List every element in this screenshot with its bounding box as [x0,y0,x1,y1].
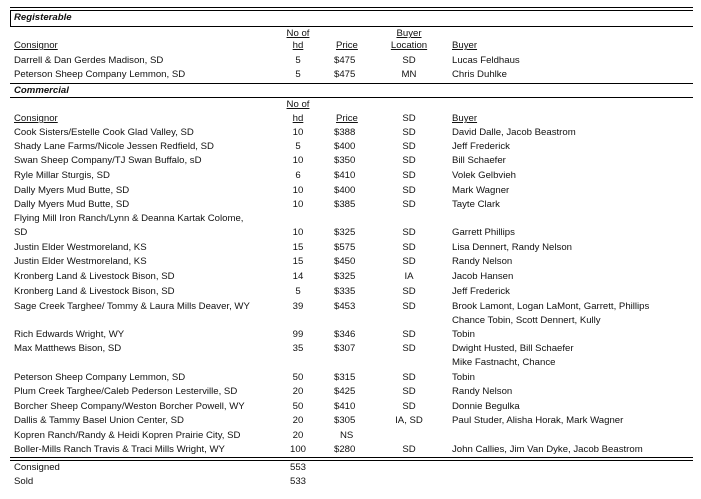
price-cell: $350 [334,155,356,166]
header-hd-line1: No of [286,28,310,39]
totals-consigned-value: 553 [289,462,306,473]
consignor-cell: Dally Myers Mud Butte, SD [14,199,130,210]
consignor-cell: Boller-Mills Ranch Travis & Traci Mills Wright, WY [14,444,225,455]
buyer-cell: Garrett Phillips [452,227,515,238]
buyer-location-cell: SD [402,141,416,152]
consignor-cell: Kronberg Land & Livestock Bison, SD [14,286,175,297]
hd-cell: 5 [295,141,301,152]
buyer-location-cell: SD [402,227,416,238]
buyer-location-cell: MN [401,69,417,80]
hd-cell: 14 [292,271,304,282]
buyer-cell: Lucas Feldhaus [452,55,520,66]
consignor-cell: Rich Edwards Wright, WY [14,329,125,340]
price-cell: $453 [334,301,356,312]
price-cell: $400 [334,185,356,196]
commercial-header-hd-line1: No of [286,99,310,110]
price-cell: $325 [334,271,356,282]
commercial-header-consignor: Consignor [14,113,58,124]
hd-cell: 5 [295,286,301,297]
buyer-cell: Chris Duhlke [452,69,507,80]
totals-sold-label: Sold [14,476,34,487]
buyer-location-cell: SD [402,170,416,181]
hd-cell: 39 [292,301,304,312]
buyer-cell: Tobin [452,329,475,340]
hd-cell: 50 [292,372,304,383]
buyer-cell: Jeff Frederick [452,141,510,152]
buyer-cell: Tobin [452,372,475,383]
consignor-cell: Dally Myers Mud Butte, SD [14,185,130,196]
price-cell: $385 [334,199,356,210]
buyer-cell: Donnie Begulka [452,401,520,412]
buyer-location-cell: SD [402,386,416,397]
hd-cell: 20 [292,430,304,441]
section-title-registerable: Registerable [14,12,72,23]
buyer-cell: Randy Nelson [452,256,513,267]
buyer-location-cell: SD [402,185,416,196]
hd-cell: 10 [292,199,304,210]
buyer-cell: Mark Wagner [452,185,510,196]
consignor-cell: Peterson Sheep Company Lemmon, SD [14,372,186,383]
hd-cell: 6 [295,170,301,181]
hd-cell: 10 [292,227,304,238]
commercial-bottom-border [10,97,693,98]
top-double-border-1 [10,7,693,8]
hd-cell: 99 [292,329,304,340]
consignor-cell: Plum Creek Targhee/Caleb Pederson Lesterville, SD [14,386,238,397]
price-cell: $280 [334,444,356,455]
hd-cell: 20 [292,415,304,426]
price-cell: $325 [334,227,356,238]
buyer-cell: Lisa Dennert, Randy Nelson [452,242,572,253]
buyer-cell-line2: Mike Fastnacht, Chance [452,357,556,368]
price-cell: $575 [334,242,356,253]
totals-double-border-2 [10,460,693,461]
hd-cell: 20 [292,386,304,397]
hd-cell: 10 [292,185,304,196]
totals-consigned-label: Consigned [14,462,60,473]
buyer-location-cell: IA, SD [395,415,423,426]
price-cell: $346 [334,329,356,340]
totals-double-border-1 [10,457,693,458]
price-cell: $450 [334,256,356,267]
buyer-cell: Randy Nelson [452,386,513,397]
consignor-cell: Justin Elder Westmoreland, KS [14,256,147,267]
consignor-cell: Kronberg Land & Livestock Bison, SD [14,271,175,282]
consignor-cell: Swan Sheep Company/TJ Swan Buffalo, sD [14,155,202,166]
price-cell: $305 [334,415,356,426]
price-cell: $315 [334,372,356,383]
buyer-location-cell: SD [402,127,416,138]
consignor-cell: Cook Sisters/Estelle Cook Glad Valley, SD [14,127,194,138]
buyer-location-cell: SD [402,155,416,166]
buyer-cell-line2: Chance Tobin, Scott Dennert, Kully [452,315,601,326]
header-buyer: Buyer [452,40,478,51]
consignor-cell: Kopren Ranch/Randy & Heidi Kopren Prairie City, SD [14,430,241,441]
buyer-location-cell: IA [404,271,414,282]
buyer-cell: Paul Studer, Alisha Horak, Mark Wagner [452,415,624,426]
top-double-border-2 [10,10,693,11]
buyer-location-cell: SD [402,55,416,66]
price-cell: $335 [334,286,356,297]
buyer-location-cell: SD [402,401,416,412]
price-cell: $425 [334,386,356,397]
hd-cell: 35 [292,343,304,354]
hd-cell: 100 [289,444,306,455]
section-title-commercial: Commercial [14,85,69,96]
consignor-cell: Darrell & Dan Gerdes Madison, SD [14,55,164,66]
price-cell: NS [340,430,354,441]
buyer-location-cell: SD [402,286,416,297]
hd-cell: 10 [292,127,304,138]
consignor-cell: Sage Creek Targhee/ Tommy & Laura Mills Deaver, WY [14,301,250,312]
header-location-line2: Location [390,40,428,51]
price-cell: $388 [334,127,356,138]
buyer-cell: Jacob Hansen [452,271,514,282]
consignor-cell: Justin Elder Westmoreland, KS [14,242,147,253]
consignor-cell: Dallis & Tammy Basel Union Center, SD [14,415,184,426]
consignor-cell: Shady Lane Farms/Nicole Jessen Redfield, SD [14,141,214,152]
buyer-location-cell: SD [402,301,416,312]
totals-sold-value: 533 [289,476,306,487]
header-consignor: Consignor [14,40,58,51]
buyer-location-cell: SD [402,199,416,210]
buyer-location-cell: SD [402,372,416,383]
buyer-cell: Brook Lamont, Logan LaMont, Garrett, Phillips [452,301,650,312]
buyer-cell: Jeff Frederick [452,286,510,297]
buyer-cell: Bill Schaefer [452,155,506,166]
consignor-cell: Peterson Sheep Company Lemmon, SD [14,69,186,80]
header-price: Price [336,40,358,51]
hd-cell: 15 [292,242,304,253]
price-cell: $400 [334,141,356,152]
buyer-location-cell: SD [402,256,416,267]
hd-cell: 15 [292,256,304,267]
buyer-cell: David Dalle, Jacob Beastrom [452,127,576,138]
hd-cell: 50 [292,401,304,412]
registerable-end-border [10,83,693,84]
commercial-header-buyer: Buyer [452,113,478,124]
price-cell: $475 [334,69,356,80]
buyer-cell: John Callies, Jim Van Dyke, Jacob Beastrom [452,444,643,455]
commercial-header-price: Price [336,113,358,124]
registerable-bottom-border [10,26,693,27]
buyer-location-cell: SD [402,444,416,455]
consignor-cell: Ryle Millar Sturgis, SD [14,170,110,181]
registerable-left-border [10,10,11,26]
hd-cell: 10 [292,155,304,166]
consignor-cell: Flying Mill Iron Ranch/Lynn & Deanna Kartak Colome, [14,213,244,224]
consignor-cell: Borcher Sheep Company/Weston Borcher Powell, WY [14,401,245,412]
header-hd-line2: hd [292,40,304,51]
header-location-line1: Buyer [396,28,422,39]
consignor-cell: Max Matthews Bison, SD [14,343,122,354]
price-cell: $307 [334,343,356,354]
price-cell: $410 [334,170,356,181]
buyer-location-cell: SD [402,242,416,253]
buyer-location-cell: SD [402,343,416,354]
buyer-cell: Tayte Clark [452,199,500,210]
buyer-location-cell: SD [402,329,416,340]
hd-cell: 5 [295,55,301,66]
commercial-header-location: SD [402,113,416,124]
consignor-cell-line2: SD [14,227,28,238]
price-cell: $410 [334,401,356,412]
buyer-cell: Volek Gelbvieh [452,170,516,181]
price-cell: $475 [334,55,356,66]
commercial-header-hd-line2: hd [292,113,304,124]
hd-cell: 5 [295,69,301,80]
buyer-cell: Dwight Husted, Bill Schaefer [452,343,574,354]
